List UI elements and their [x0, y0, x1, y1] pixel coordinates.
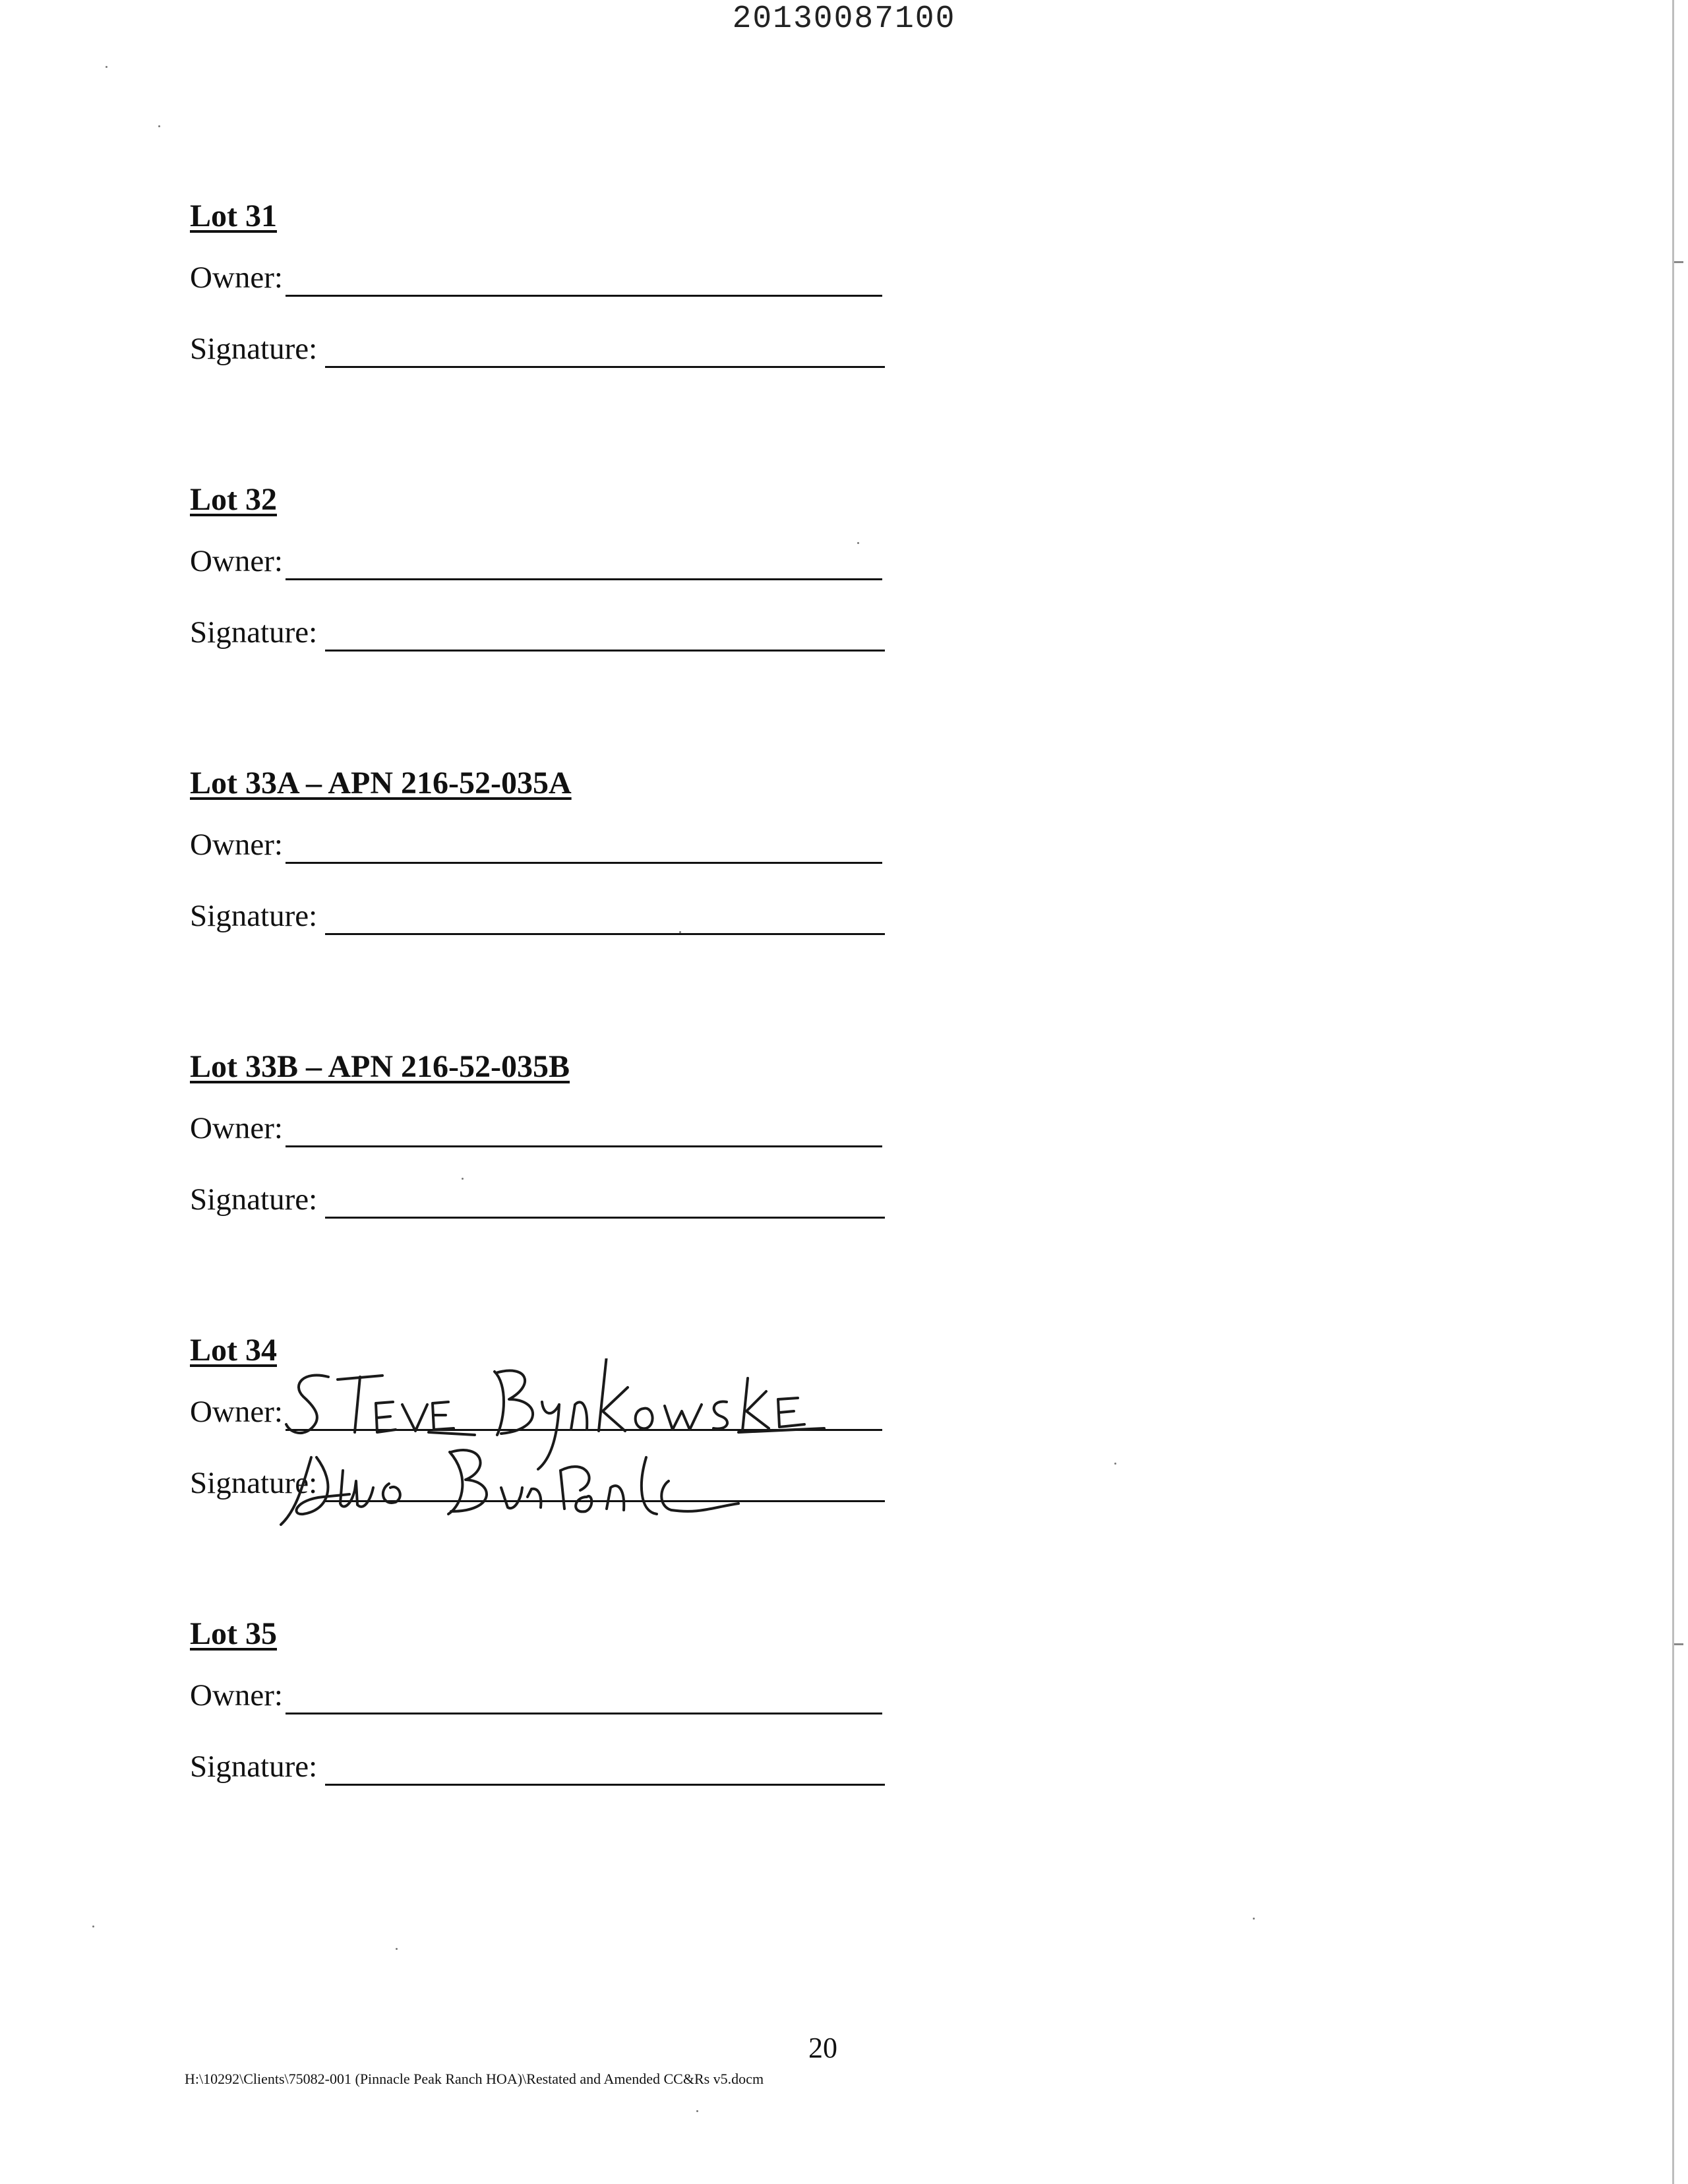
owner-field [190, 545, 889, 584]
signature-field [190, 332, 889, 372]
owner-line [286, 862, 882, 864]
scan-speck [106, 66, 107, 68]
scan-speck [857, 542, 859, 544]
scan-speck [396, 1948, 398, 1950]
scan-edge-border [1672, 0, 1674, 2184]
owner-label: Owner: [190, 544, 283, 578]
scan-edge-tick [1674, 1643, 1683, 1645]
signature-label: Signature: [190, 899, 318, 933]
owner-line [286, 295, 882, 297]
owner-field [190, 1112, 889, 1151]
recording-number: 20130087100 [732, 1, 956, 37]
signature-field [190, 616, 889, 655]
signature-label: Signature: [190, 1749, 318, 1784]
owner-label: Owner: [190, 828, 283, 862]
scan-edge-tick [1674, 261, 1683, 263]
signature-field [190, 899, 889, 939]
signature-line [325, 366, 885, 368]
signature-line [325, 1784, 885, 1786]
owner-line [286, 578, 882, 580]
scan-speck [1253, 1918, 1255, 1920]
owner-field [190, 261, 889, 301]
scan-speck [92, 1926, 94, 1927]
signature-label: Signature: [190, 332, 318, 366]
page-number: 20 [808, 2032, 837, 2064]
scan-speck [462, 1178, 464, 1180]
lot-heading: Lot 33B – APN 216-52-035B [190, 1049, 570, 1084]
lot-heading: Lot 31 [190, 198, 277, 233]
signature-label: Signature: [190, 1466, 318, 1500]
signature-line [325, 933, 885, 935]
lot-heading: Lot 32 [190, 482, 277, 517]
lot-heading: Lot 33A – APN 216-52-035A [190, 766, 572, 801]
lot-heading: Lot 35 [190, 1616, 277, 1651]
owner-label: Owner: [190, 260, 283, 295]
signature-line [325, 1217, 885, 1219]
owner-label: Owner: [190, 1678, 283, 1713]
scan-speck [158, 125, 160, 127]
document-file-path: H:\10292\Clients\75082-001 (Pinnacle Peak Ranch HOA)\Restated and Amended CC&Rs v5.docm [185, 2071, 764, 2087]
signature-line [325, 650, 885, 652]
owner-field [190, 828, 889, 868]
scan-speck [1114, 1463, 1116, 1465]
signature-label: Signature: [190, 615, 318, 650]
owner-field [190, 1679, 889, 1718]
owner-line [286, 1145, 882, 1147]
signature-label: Signature: [190, 1182, 318, 1217]
handwritten-signature [277, 1358, 910, 1556]
signature-field [190, 1183, 889, 1223]
lot-heading: Lot 34 [190, 1333, 277, 1368]
scan-speck [696, 2110, 698, 2112]
owner-line [286, 1713, 882, 1714]
signature-field [190, 1750, 889, 1790]
scan-speck [679, 931, 681, 933]
owner-label: Owner: [190, 1111, 283, 1145]
owner-label: Owner: [190, 1395, 283, 1429]
